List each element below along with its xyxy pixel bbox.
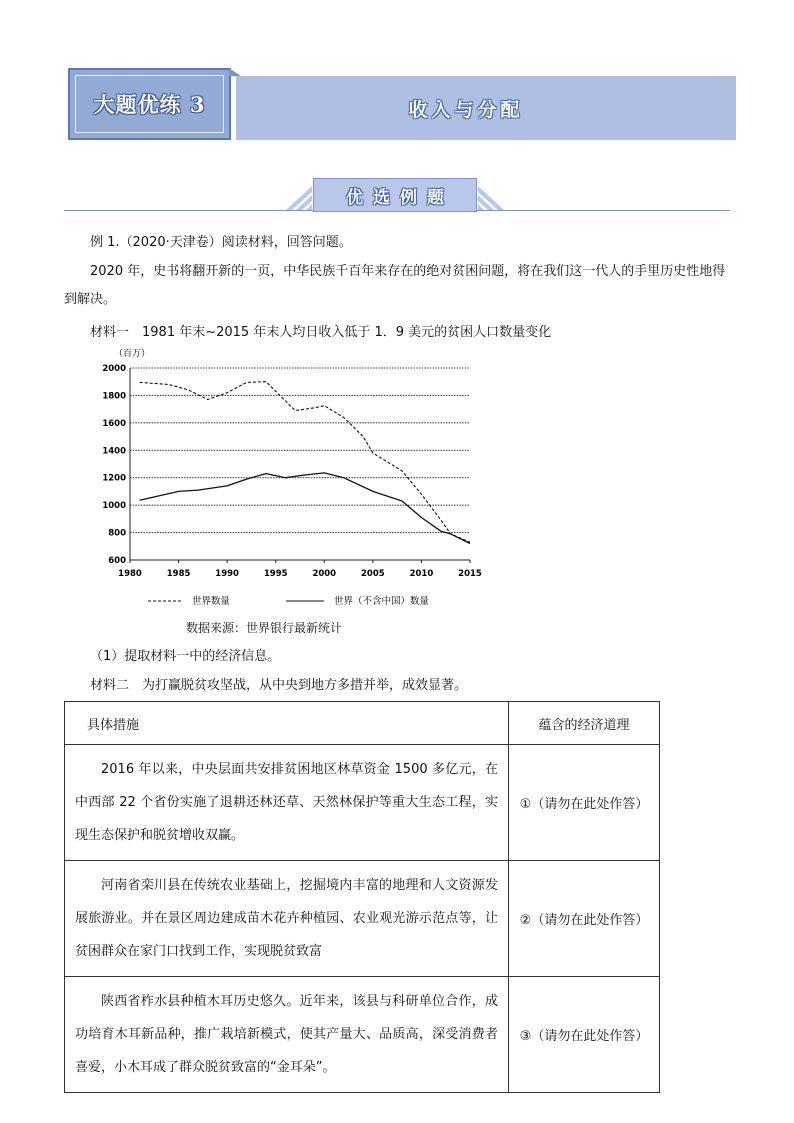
y-tick-label: 1200 [102,473,126,484]
table-cell-measure: 河南省栾川县在传统农业基础上，挖掘境内丰富的地理和人文资源发展旅游业。并在景区周边建成苗木花卉种植园、农业观光游示范点等，让贫困群众在家门口找到工作，实现脱贫致富 [65,861,509,977]
y-tick-label: 2000 [102,364,126,374]
table-row [65,861,660,977]
poverty-line-chart [86,346,506,618]
header-badge-text: 大题优练 3 [93,92,206,117]
x-tick-label: 2005 [361,569,385,579]
series-line-1 [140,382,470,543]
chart-legend [148,595,430,607]
table-header-principle: 蕴含的经济道理 [509,702,660,745]
table-row [65,745,660,861]
table-cell-answer: ②（请勿在此处作答） [509,861,660,977]
y-tick-label: 1800 [102,391,126,402]
table-header-row [65,702,660,745]
y-tick-label: 1600 [102,418,126,429]
x-tick-label: 2010 [409,569,434,579]
x-tick-label: 1980 [118,569,142,579]
y-tick-label: 1400 [102,446,126,457]
legend-label: 世界（不含中国）数量 [334,596,430,607]
table-cell-answer: ③（请勿在此处作答） [509,977,660,1093]
y-tick-label: 1000 [102,501,126,512]
x-tick-label: 2000 [312,569,337,579]
measures-table [64,701,660,1093]
header-badge [68,68,231,140]
y-tick-label: 600 [108,556,126,566]
chart-series [140,382,470,544]
question-1: （1）提取材料一中的经济信息。 [90,649,281,664]
y-tick-label: 800 [108,528,126,539]
table-cell-answer: ①（请勿在此处作答） [509,745,660,861]
material2-title: 材料二 为打赢脱贫攻坚战，从中央到地方多措并举，成效显著。 [90,678,468,693]
chart-grid [130,368,470,560]
x-tick-label: 1985 [166,569,191,579]
series-line-2 [140,473,470,544]
table-header-measure: 具体措施 [65,702,509,745]
section-badge-text: 优选例题 [346,187,454,208]
x-tick-label: 2015 [458,569,482,579]
table-cell-measure: 陕西省柞水县种植木耳历史悠久。近年来，该县与科研单位合作，成功培育木耳新品种，推广栽培新模式，使其产量大、品质高，深受消费者喜爱，小木耳成了群众脱贫致富的“金耳朵”。 [65,977,509,1093]
legend-label: 世界数量 [192,596,231,607]
x-tick-label: 1995 [263,569,288,579]
chart-ylabel: （百万） [114,349,151,359]
material1-title: 材料一 1981 年末~2015 年末人均日收入低于 1．9 美元的贫困人口数量变化 [90,325,552,340]
table-cell-measure: 2016 年以来，中央层面共安排贫困地区林草资金 1500 多亿元，在中西部 22 个省份实施了退耕还林还草、天然林保护等重大生态工程，实现生态保护和脱贫增收双赢。 [65,745,509,861]
section-badge [313,178,477,212]
right-stripes-icon [478,186,504,210]
header-title: 收入与分配 [408,98,524,121]
example-paragraph: 2020 年，史书将翻开新的一页，中华民族千百年来存在的绝对贫困问题，将在我们这一代人的手里历史性地得到解决。 [64,264,726,307]
chart-y-ticks [102,364,126,566]
data-source: 数据来源：世界银行最新统计 [186,621,343,635]
chart-x-ticks [118,560,482,579]
example-intro: 例 1.（2020·天津卷）阅读材料，回答问题。 [90,235,352,250]
table-row [65,977,660,1093]
x-tick-label: 1990 [215,569,239,579]
left-stripes-icon [286,186,312,210]
